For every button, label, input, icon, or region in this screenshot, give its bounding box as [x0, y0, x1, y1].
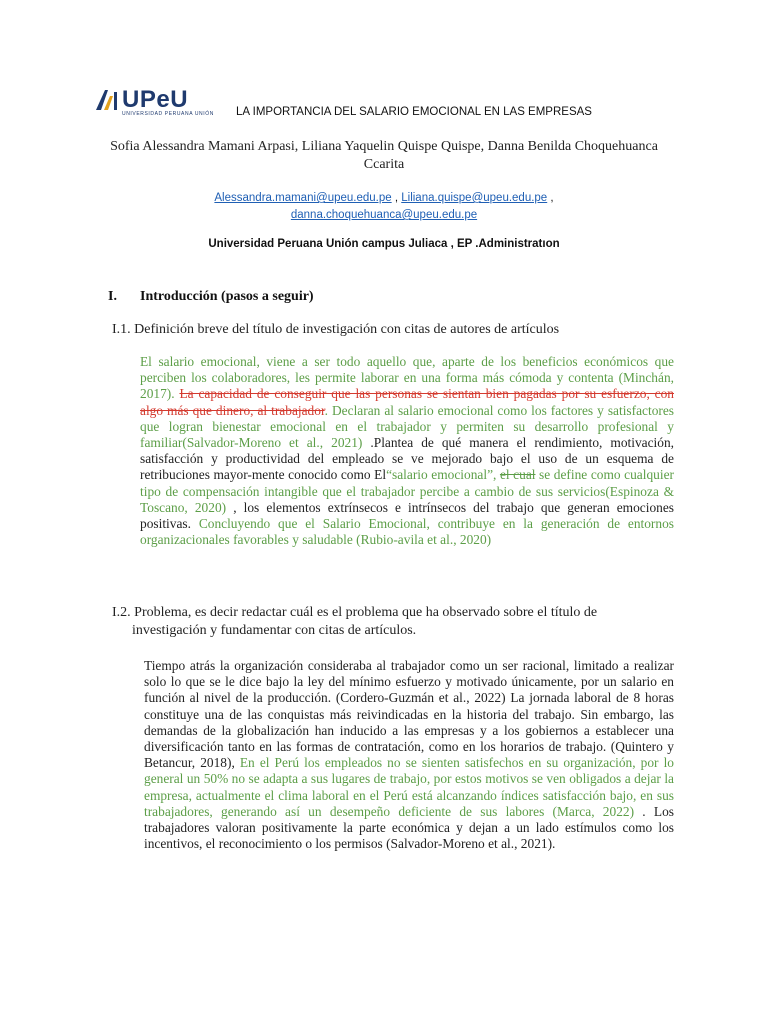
email-link-3[interactable]: danna.choquehuanca@upeu.edu.pe	[290, 209, 478, 221]
email-separator: ,	[391, 192, 402, 204]
deleted-text-segment: el cual	[499, 467, 536, 483]
text-segment: , los elementos extrínsecos e intrínsecos del trabajo que generan emociones positivas.	[140, 499, 674, 532]
subsection-1-1-heading: I.1. Definición breve del título de investigación con citas de autores de artículos	[112, 322, 560, 337]
document-title: LA IMPORTANCIA DEL SALARIO EMOCIONAL EN LAS EMPRESAS	[236, 106, 592, 118]
subsection-1-2-heading	[112, 604, 672, 640]
email-link-2[interactable]: Liliana.quispe@upeu.edu.pe	[401, 192, 548, 204]
text-segment: En el Perú los empleados no se sienten satisfechos en su organización, por lo general un 50% no se adapta a sus lugares de trabajo, por estos motivos se ven obligados a dejar la empresa, actualmente el clima laboral en el Perú está alcanzando índices satisfacción bajo, en sus trabajadores, generando así un desempeño deficiente de sus labores (Marca, 2022)	[144, 755, 674, 819]
text-segment: .Plantea de qué manera el rendimiento, motivación, satisfacción y productividad del empleado se ve mejorado bajo el uso de un esquema de retribuciones mayor-mente conocido como El	[140, 435, 675, 483]
text-segment: . Los trabajadores valoran positivamente la parte económica y dejan a un lado estímulos como los incentivos, el reconocimiento o los permisos (Salvador-Moreno et al., 2021).	[144, 803, 674, 852]
section-title: Introducción (pasos a seguir)	[140, 289, 314, 304]
email-block	[150, 190, 618, 224]
text-segment: Concluyendo que el Salario Emocional, contribuye en la generación de entornos organizacionales favorables y saludable (Rubio-avila et al., 2020)	[140, 516, 674, 548]
subsection-1-2-heading-line1: I.2. Problema, es decir redactar cuál es el problema que ha observado sobre el título de	[112, 605, 598, 620]
subsection-1-1-paragraph	[140, 354, 674, 548]
section-number: I.	[108, 289, 117, 304]
subsection-1-2-paragraph	[144, 658, 674, 852]
university-line: Universidad Peruana Unión campus Juliaca , EP .Administratıon	[208, 238, 560, 250]
logo-subtitle: UNIVERSIDAD PERUANA UNIÓN	[122, 111, 214, 117]
subsection-1-2-heading-line2: investigación y fundamentar con citas de artículos.	[132, 623, 417, 638]
authors-line: Sofia Alessandra Mamani Arpasi, Liliana Yaquelin Quispe Quispe, Danna Benilda Choquehuanca Ccarita	[110, 139, 658, 172]
text-segment: Tiempo atrás la organización consideraba al trabajador como un ser racional, limitado a realizar solo lo que se le dice bajo la ley del mínimo esfuerzo y motivado únicamente, por un salario en función al nivel de la producción. (Cordero-Guzmán et al., 2022) La jornada laboral de 8 horas constituye una de las conquistas más reivindicadas en la historia del trabajo. Sin embargo, las demandas de la globalización han inducido a las empresas y a los gobiernos a establecer una diversificación tanto en las formas de contratación, como en los horarios de trabajo. (Quintero y Betancur, 2018),	[144, 658, 674, 771]
logo-wordmark: UPeU	[122, 86, 189, 113]
email-link-1[interactable]: Alessandra.mamani@upeu.edu.pe	[214, 192, 392, 204]
upeu-logo-icon	[94, 88, 122, 112]
email-separator: ,	[547, 192, 554, 204]
deleted-text-segment: La capacidad de conseguir que las personas se sientan bien pagadas por su esfuerzo, con algo más que dinero, al trabajador	[140, 386, 674, 418]
text-segment: El salario emocional, viene a ser todo aquello que, aparte de los beneficios económicos que perciben los colaboradores, les permite laborar en una forma más cómoda y contenta (Minchán, 2017).	[140, 354, 674, 402]
text-segment: . Declaran al salario emocional como los factores y satisfactores que logran bienestar emocional en el trabajador y permiten su desarrollo profesional y familiar(Salvador-Moreno et al., 2021)	[140, 402, 675, 451]
text-segment: “salario emocional”,	[386, 467, 500, 483]
text-segment: se define como cualquier tipo de compensación intangible que el trabajador percibe a cambio de sus servicios(Espinoza & Toscano, 2020)	[140, 467, 674, 515]
upeu-logo	[94, 86, 214, 120]
